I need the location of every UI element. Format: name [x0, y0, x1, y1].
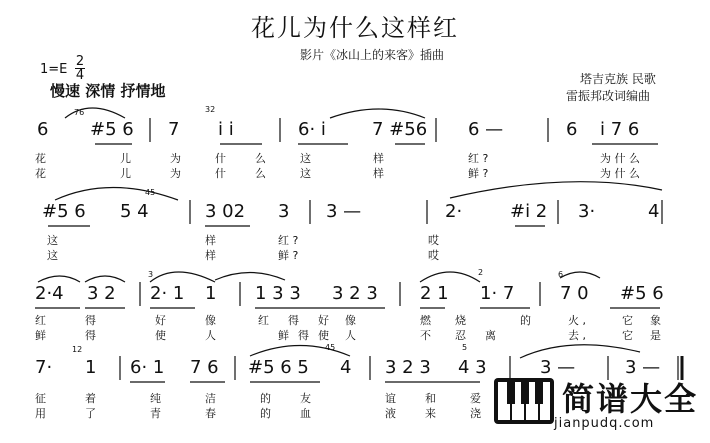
- lyric: 和: [425, 392, 436, 405]
- site-name: 简谱大全: [562, 380, 699, 418]
- lyric: 爱: [470, 392, 481, 405]
- lyric: 使: [318, 329, 329, 342]
- note: 3 2 3: [385, 357, 431, 378]
- lyric: 得: [85, 314, 96, 327]
- lyric: 是: [650, 329, 661, 342]
- lyric: 洁: [205, 392, 216, 405]
- note: 7 0: [560, 283, 589, 304]
- note: #5 6 5: [248, 357, 309, 378]
- origin-credit: 塔吉克族 民歌: [580, 72, 656, 86]
- lyric: 的: [520, 314, 531, 327]
- song-title: 花儿为什么这样红: [251, 14, 459, 42]
- lyric: 使: [155, 329, 166, 342]
- lyric: 这: [300, 152, 311, 165]
- lyric: 像: [205, 314, 216, 327]
- note: i 7 6: [600, 119, 640, 140]
- arranger-credit: 雷振邦改词编曲: [566, 89, 651, 103]
- lyric: 燃: [420, 314, 431, 327]
- lyric: 鲜 ?: [278, 249, 299, 262]
- lyric: 浇: [470, 407, 481, 420]
- lyric: 青: [150, 407, 161, 420]
- note: 3 —: [326, 201, 362, 222]
- lyric: 这: [300, 167, 311, 180]
- lyric: 么: [255, 167, 266, 180]
- lyric: 来: [425, 407, 436, 420]
- note: 2·4: [35, 283, 64, 304]
- lyric: 液: [385, 407, 396, 420]
- note: 4 3: [458, 357, 487, 378]
- lyric: 谊: [385, 392, 396, 405]
- note: 6: [37, 119, 49, 140]
- note: #5 6: [620, 283, 664, 304]
- lyric: 忍: [455, 329, 466, 342]
- note: 4: [648, 201, 660, 222]
- lyric: 什: [215, 167, 226, 180]
- lyric: 红 ?: [468, 152, 489, 165]
- lyric: 儿: [120, 167, 131, 180]
- note: 3·: [578, 201, 596, 222]
- note: 2·: [445, 201, 463, 222]
- lyric: 春: [205, 407, 216, 420]
- lyric: 得: [298, 329, 309, 342]
- note: 3: [278, 201, 290, 222]
- note: 3 2: [87, 283, 116, 304]
- note: 4: [340, 357, 352, 378]
- piano-keys-icon: [492, 376, 556, 426]
- site-logo: [492, 372, 702, 436]
- lyric: 样: [373, 167, 384, 180]
- note: 6· 1: [130, 357, 165, 378]
- lyric: 用: [35, 407, 46, 420]
- note: 6· i: [298, 119, 326, 140]
- lyric: 样: [373, 152, 384, 165]
- lyric: 么: [255, 152, 266, 165]
- lyric: 好: [318, 314, 329, 327]
- lyric: 什: [215, 152, 226, 165]
- song-subtitle: 影片《冰山上的来客》插曲: [300, 48, 445, 62]
- note: 7 #56: [372, 119, 428, 140]
- note: #5 6: [42, 201, 86, 222]
- lyric: 像: [345, 314, 356, 327]
- time-signature-top: 2: [75, 54, 85, 69]
- note: 2· 1: [150, 283, 185, 304]
- note: 1· 7: [480, 283, 515, 304]
- tempo-marking: 慢速 深情 抒情地: [50, 82, 166, 100]
- note: 6: [566, 119, 578, 140]
- lyric: 纯: [150, 392, 161, 405]
- lyric: 儿: [120, 152, 131, 165]
- lyric: 去 ,: [568, 329, 586, 342]
- note: 7·: [35, 357, 53, 378]
- lyric: 的: [260, 392, 271, 405]
- note: 1: [205, 283, 217, 304]
- lyric: 为 什 么: [600, 152, 640, 165]
- lyric: 友: [300, 392, 311, 405]
- lyric: 不: [420, 329, 431, 342]
- site-url: jianpudq.com: [554, 416, 655, 431]
- lyric: 血: [300, 407, 311, 420]
- lyric: 花: [35, 167, 46, 180]
- lyric: 征: [35, 392, 46, 405]
- lyric: 这: [47, 249, 58, 262]
- lyric: 的: [260, 407, 271, 420]
- lyric: 着: [85, 392, 96, 405]
- lyric: 好: [155, 314, 166, 327]
- lyric: 为: [170, 167, 181, 180]
- lyric: 鲜: [278, 329, 289, 342]
- lyric: 这: [47, 234, 58, 247]
- lyric: 花: [35, 152, 46, 165]
- lyric: 火 ,: [568, 314, 586, 327]
- lyric: 它: [622, 314, 633, 327]
- note: 3 —: [625, 357, 661, 378]
- lyric: 了: [85, 407, 96, 420]
- note: 3 —: [540, 357, 576, 378]
- note: 3 02: [205, 201, 246, 222]
- lyric: 得: [85, 329, 96, 342]
- lyric: 人: [205, 329, 216, 342]
- lyric: 得: [288, 314, 299, 327]
- note: #5 6: [90, 119, 134, 140]
- lyric: 为: [170, 152, 181, 165]
- lyric: 它: [622, 329, 633, 342]
- key-signature: 1=E: [40, 62, 68, 77]
- note: 2 1: [420, 283, 449, 304]
- lyric: 为 什 么: [600, 167, 640, 180]
- time-signature-bottom: 4: [75, 68, 85, 83]
- lyric: 鲜 ?: [468, 167, 489, 180]
- lyric: 象: [650, 314, 661, 327]
- lyric: 红: [258, 314, 269, 327]
- lyric: 红 ?: [278, 234, 299, 247]
- note: 1 3 3: [255, 283, 301, 304]
- lyric: 样: [205, 234, 216, 247]
- lyric: 红: [35, 314, 46, 327]
- note: 6 —: [468, 119, 504, 140]
- lyric: 鲜: [35, 329, 46, 342]
- note: 1: [85, 357, 97, 378]
- note: i i: [218, 119, 234, 140]
- lyric: 烧: [455, 314, 466, 327]
- lyric: 样: [205, 249, 216, 262]
- note: 7 6: [190, 357, 219, 378]
- lyric: 离: [485, 329, 496, 342]
- lyric: 哎: [428, 249, 439, 262]
- lyric: 人: [345, 329, 356, 342]
- note: #i 2: [510, 201, 548, 222]
- lyric: 哎: [428, 234, 439, 247]
- note: 3 2 3: [332, 283, 378, 304]
- note: 7: [168, 119, 180, 140]
- note: 5 4: [120, 201, 149, 222]
